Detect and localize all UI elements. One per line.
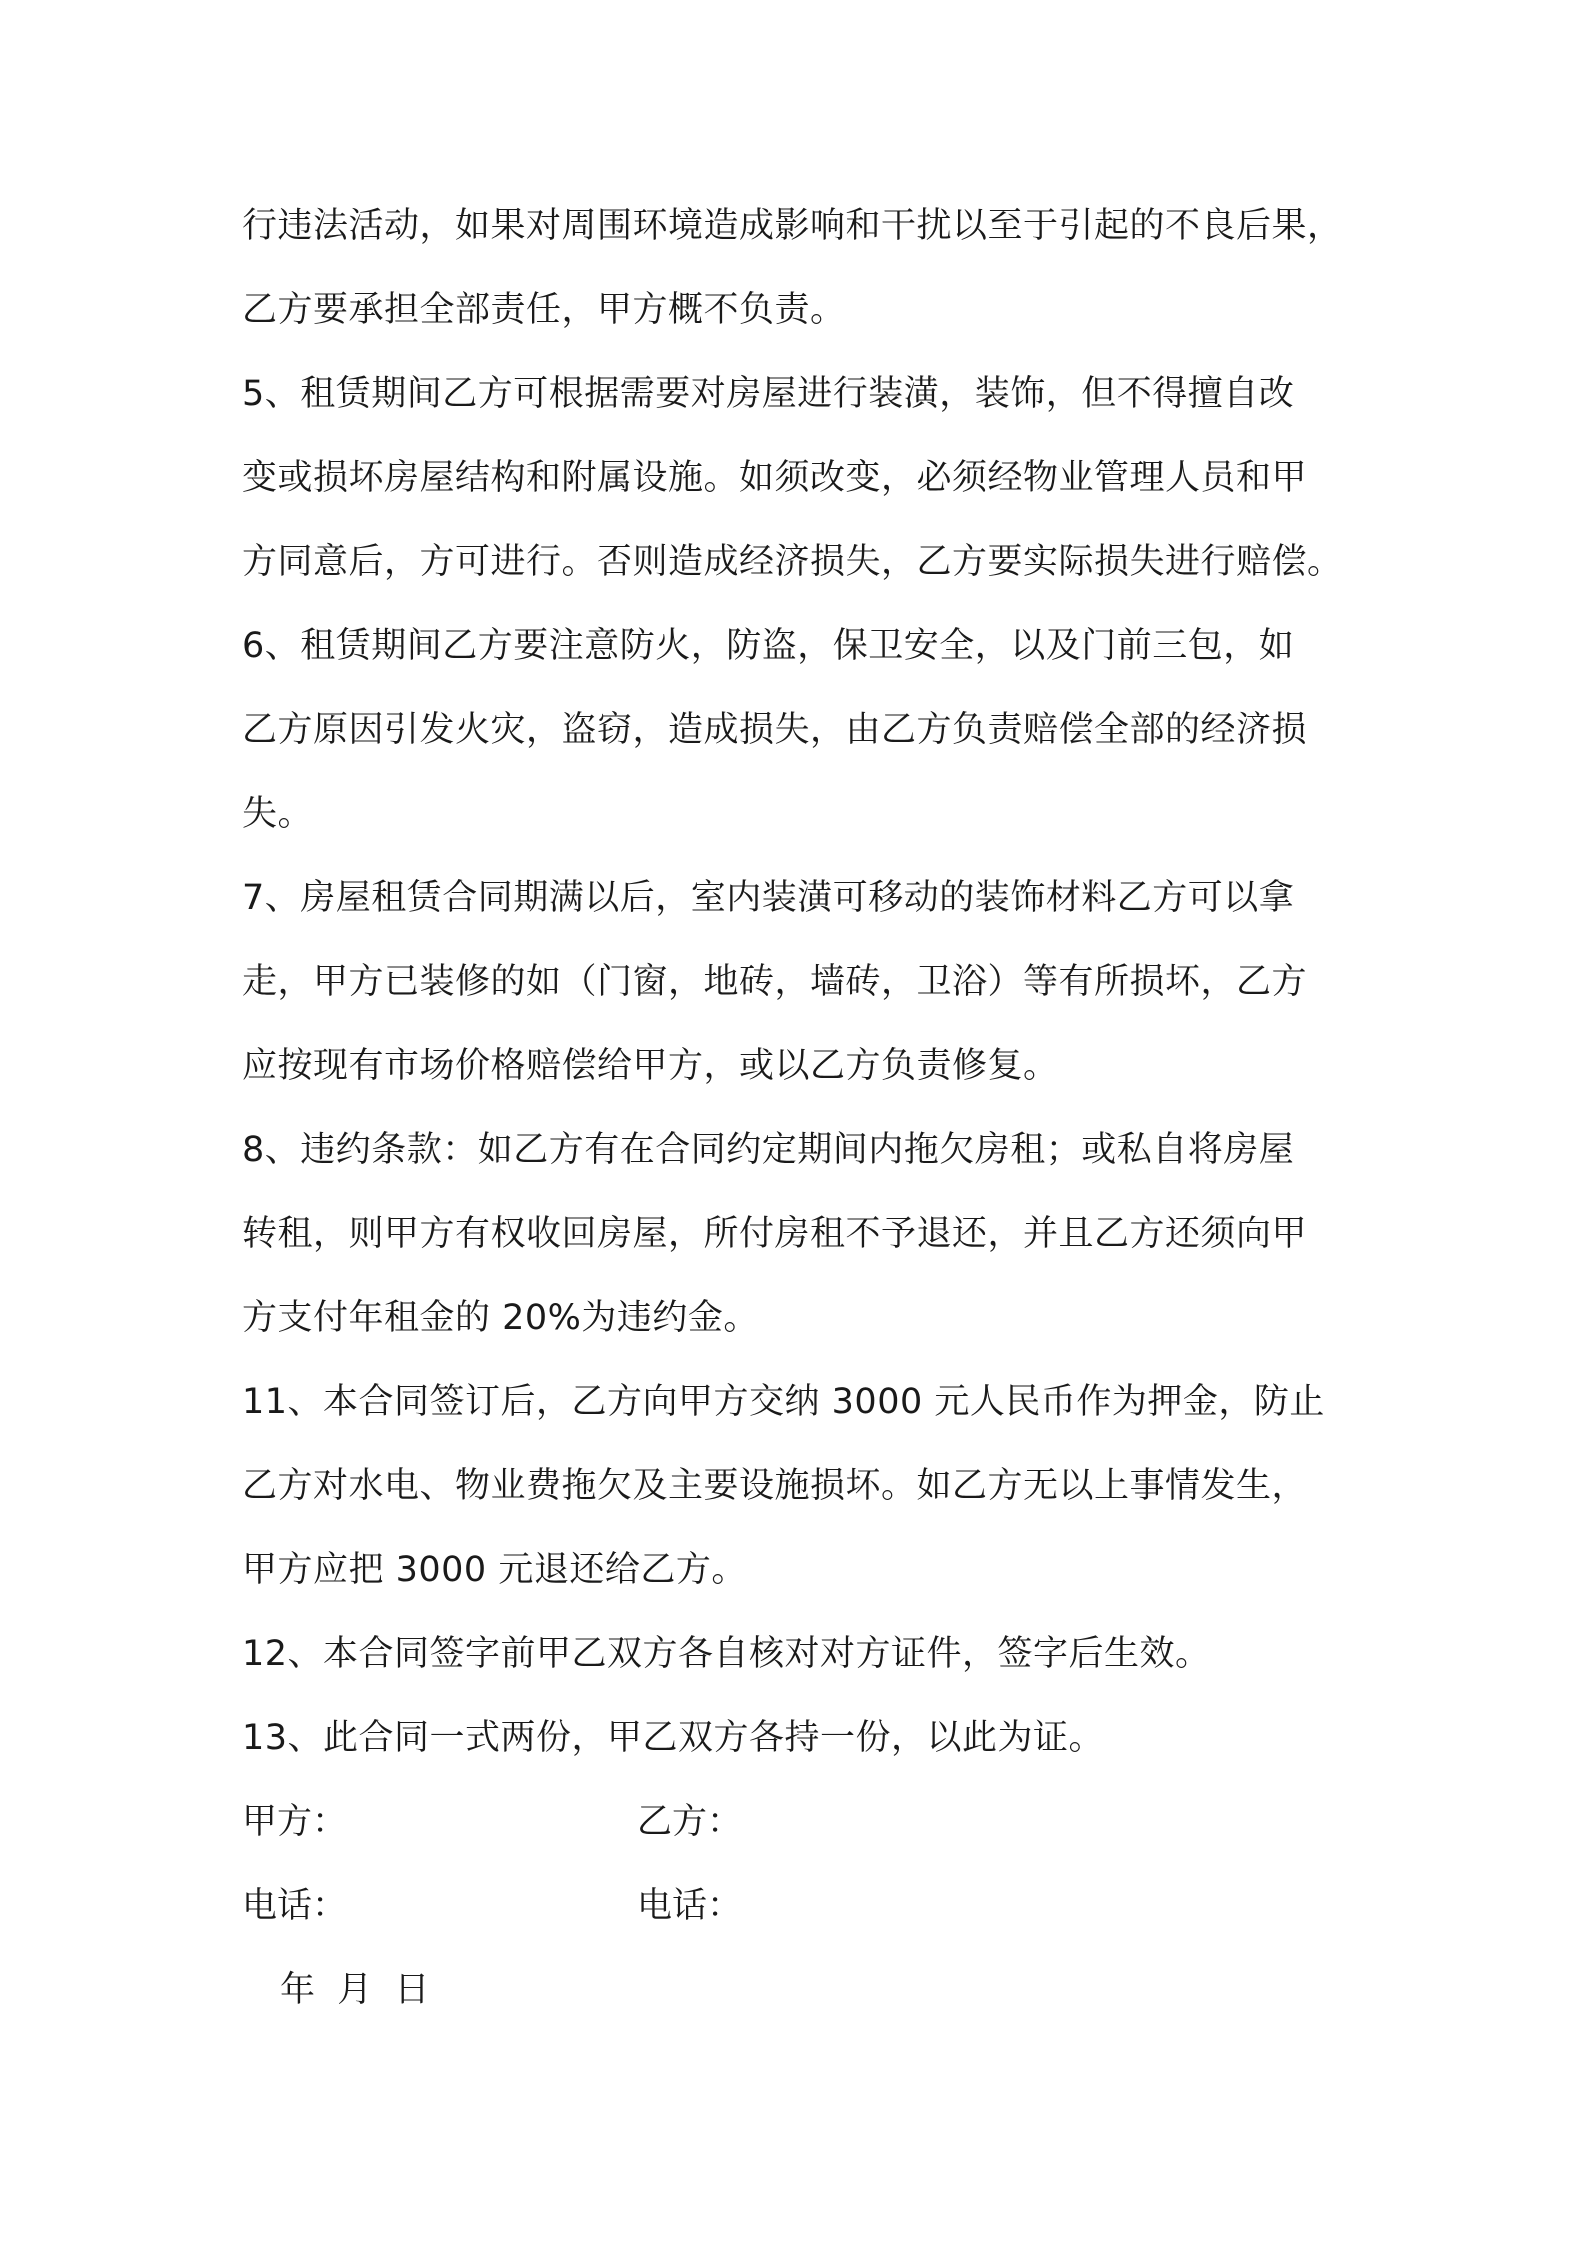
phone-a-label: 电话： [242,1886,348,1926]
text-line: 应按现有市场价格赔偿给甲方，或以乙方负责修复。 [242,1046,1059,1086]
signature-row-parties [242,1796,1362,1880]
date-text: 年 月 日 [280,1970,430,2010]
text-line: 行违法活动，如果对周围环境造成影响和干扰以至于引起的不良后果， [242,206,1343,246]
party-a-label: 甲方： [242,1802,348,1842]
clause-13: 13、此合同一式两份，甲乙双方各持一份，以此为证。 [242,1718,1105,1758]
clause-11: 11、本合同签订后，乙方向甲方交纳 3000 元人民币作为押金，防止 [242,1382,1325,1422]
text-line: 乙方要承担全部责任，甲方概不负责。 [242,290,846,330]
text-line: 失。 [242,794,314,834]
clause-12: 12、本合同签字前甲乙双方各自核对对方证件，签字后生效。 [242,1634,1211,1674]
text-line: 方支付年租金的 20%为违约金。 [242,1298,759,1338]
text-line: 乙方对水电、物业费拖欠及主要设施损坏。如乙方无以上事情发生， [242,1466,1308,1506]
signature-row-phones [242,1880,1362,1964]
text-line: 方同意后，方可进行。否则造成经济损失，乙方要实际损失进行赔偿。 [242,542,1343,582]
clause-7: 7、房屋租赁合同期满以后，室内装潢可移动的装饰材料乙方可以拿 [242,878,1295,918]
date-line [242,1964,1362,2048]
text-line: 乙方原因引发火灾，盗窃，造成损失，由乙方负责赔偿全部的经济损 [242,710,1308,750]
text-line: 走，甲方已装修的如（门窗，地砖，墙砖，卫浴）等有所损坏，乙方 [242,962,1308,1002]
text-line: 变或损坏房屋结构和附属设施。如须改变，必须经物业管理人员和甲 [242,458,1308,498]
phone-b-label: 电话： [637,1886,743,1926]
clause-8: 8、违约条款：如乙方有在合同约定期间内拖欠房租；或私自将房屋 [242,1130,1295,1170]
text-line: 甲方应把 3000 元退还给乙方。 [242,1550,747,1590]
clause-5: 5、租赁期间乙方可根据需要对房屋进行装潢，装饰，但不得擅自改 [242,374,1295,414]
clause-6: 6、租赁期间乙方要注意防火，防盗，保卫安全，以及门前三包，如 [242,626,1295,666]
contract-body [242,200,1362,2048]
party-b-label: 乙方： [637,1802,743,1842]
text-line: 转租，则甲方有权收回房屋，所付房租不予退还，并且乙方还须向甲 [242,1214,1308,1254]
